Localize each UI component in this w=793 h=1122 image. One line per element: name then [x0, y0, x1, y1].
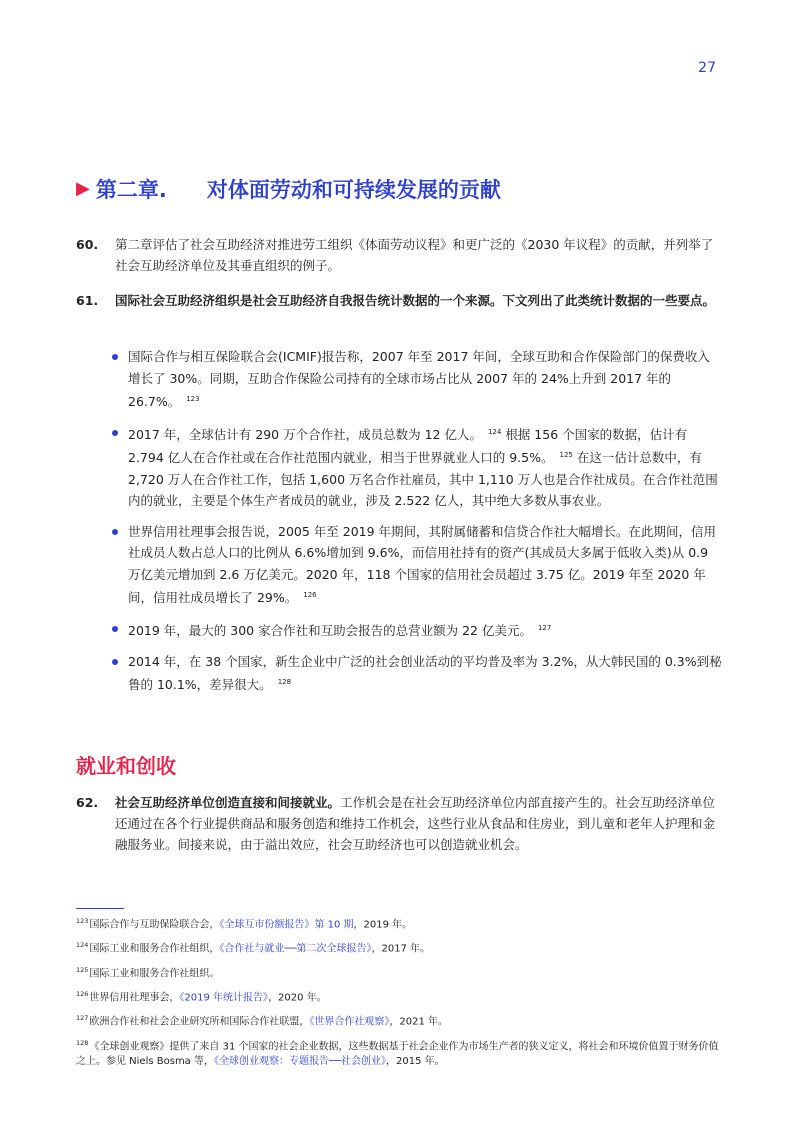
footnote-ref[interactable]: 123 [186, 395, 200, 403]
list-item [112, 422, 722, 512]
footnote-link[interactable]: 《2019 年统计报告》 [179, 992, 269, 1004]
list-item-text: 2014 年，在 38 个国家，新生企业中广泛的社会创业活动的平均普及率为 3.2%，从大韩民国的 0.3%到秘鲁的 10.1%，差异很大。 [128, 653, 722, 693]
bullet-dot-icon [112, 430, 118, 436]
paragraph-number: 60. [76, 237, 99, 252]
list-item-text: 在这一估计总数中，有 2,720 万人在合作社工作，包括 1,600 万名合作社雇员，其中 1,110 万人也是合作社成员。在合作社范围内的就业，主要是个体生产者成员的就业，涉及 2.522 亿人，其中绝大多数从事农业。 [128, 450, 718, 509]
footnote-ref[interactable]: 124 [487, 427, 502, 436]
statistics-list [112, 346, 722, 705]
paragraph-lead: 社会互助经济单位创造直接和间接就业。 [115, 795, 341, 810]
chapter-heading [76, 174, 501, 204]
footnote [76, 1036, 724, 1069]
paragraph-text [115, 792, 724, 855]
bullet-dot-icon [112, 659, 118, 665]
footnote-link[interactable]: 《合作社与就业──第二次全球报告》 [219, 943, 372, 955]
list-item [112, 346, 722, 413]
footnote-divider [76, 908, 124, 909]
footnote-text: 世界信用社理事会， [89, 992, 180, 1004]
footnote [76, 1011, 724, 1029]
footnote-mark: 124 [76, 941, 89, 950]
chapter-number: 第二章. [95, 178, 167, 202]
footnote-link[interactable]: 《全球互市份额报告》第 10 期 [219, 919, 354, 931]
triangle-bullet-icon: ▶ [76, 178, 90, 199]
section-heading: 就业和创收 [76, 754, 176, 778]
chapter-title: 对体面劳动和可持续发展的贡献 [206, 178, 501, 202]
footnote-ref[interactable]: 127 [537, 624, 552, 633]
paragraph-body: 工作机会是在社会互助经济单位内部直接产生的。社会互助经济单位还通过在各个行业提供商品和服务创造和维持工作机会，这些行业从食品和住房业，到儿童和老年人护理和金融服务业。间接来说，由于溢出效应，社会互助经济也可以创造就业机会。 [115, 795, 716, 852]
footnote-mark: 126 [76, 989, 89, 998]
footnote-ref[interactable]: 125 [559, 451, 573, 460]
footnote-text: 《全球创业观察》提供了来自 31 个国家的社会企业数据，这些数据基于社会企业作为市场生产者的狭义定义，将社会和环境价值置于财务价值之上。参见 Niels Bosma 等， [76, 1040, 719, 1067]
list-item-text: 2019 年，最大的 300 家合作社和互助会报告的总营业额为 22 亿美元。 [128, 623, 532, 639]
paragraph-62 [76, 792, 724, 855]
page-number: 27 [698, 60, 716, 76]
footnote-ref[interactable]: 128 [277, 678, 292, 687]
footnote-text: ，2015 年。 [386, 1055, 445, 1067]
footnote-text: ，2019 年。 [353, 919, 413, 931]
footnote-text: 国际合作与互助保险联合会， [89, 919, 220, 931]
footnote-mark: 123 [76, 917, 89, 925]
footnote-text: 国际工业和服务合作社组织， [89, 943, 220, 955]
footnote [76, 914, 724, 932]
bullet-dot-icon [112, 529, 118, 535]
bullet-dot-icon [112, 626, 118, 632]
footnote-mark: 127 [76, 1014, 89, 1023]
list-item-text: 世界信用社理事会报告说，2005 年至 2019 年期间，其附属储蓄和信贷合作社大幅增长。在此期间，信用社成员人数占总人口的比例从 6.6%增加到 9.6%，而信用社持有的资产(其成员大多属于低收入类)从 0.9 万亿美元增加到 2.6 万亿美元。2020 年，118 个国家的信用社会员超过 3.75 亿。2019 年至 2020 年间，信用社成员增长了 29%。 [128, 523, 717, 606]
footnote-mark: 125 [76, 965, 89, 974]
footnote-ref[interactable]: 126 [303, 591, 317, 600]
footnote-text: 欧洲合作社和社会企业研究所和国际合作社联盟， [89, 1016, 310, 1028]
paragraph-61 [76, 290, 724, 311]
paragraph-60 [76, 234, 724, 276]
footnotes [76, 914, 724, 1075]
bullet-dot-icon [112, 354, 118, 360]
footnote-mark: 128 [76, 1038, 89, 1047]
footnote-text: ，2020 年。 [268, 992, 327, 1004]
footnote-text: ，2021 年。 [389, 1016, 449, 1028]
footnote [76, 963, 724, 981]
paragraph-number: 62. [76, 795, 99, 810]
footnote-link[interactable]: 《世界合作社观察》 [309, 1016, 390, 1028]
footnote-link[interactable]: 《全球创业观察：专题报告──社会创业》 [214, 1055, 387, 1067]
footnote [76, 938, 724, 956]
list-item [112, 651, 722, 696]
footnote-text: ，2017 年。 [371, 943, 431, 955]
list-item-text: 2017 年，全球估计有 290 万个合作社，成员总数为 12 亿人。 [128, 426, 482, 442]
list-item-text: 根据 156 个国家的数据，估计有 2.794 亿人在合作社或在合作社范围内就业，相当于世界就业人口的 9.5%。 [128, 426, 688, 466]
paragraph-text: 国际社会互助经济组织是社会互助经济自我报告统计数据的一个来源。下文列出了此类统计数据的一些要点。 [115, 293, 716, 308]
list-item [112, 618, 722, 642]
paragraph-number: 61. [76, 293, 99, 308]
list-item [112, 521, 722, 609]
list-item-text: 国际合作与相互保险联合会(ICMIF)报告称，2007 年至 2017 年间，全球互助和合作保险部门的保费收入增长了 30%。同期，互助合作保险公司持有的全球市场占比从 2007 年的 24%上升到 2017 年的 26.7%。 [128, 349, 710, 410]
footnote [76, 987, 724, 1005]
footnote-text: 国际工业和服务合作社组织。 [89, 967, 220, 979]
paragraph-text: 第二章评估了社会互助经济对推进劳工组织《体面劳动议程》和更广泛的《2030 年议程》的贡献，并列举了社会互助经济单位及其垂直组织的例子。 [115, 237, 714, 273]
